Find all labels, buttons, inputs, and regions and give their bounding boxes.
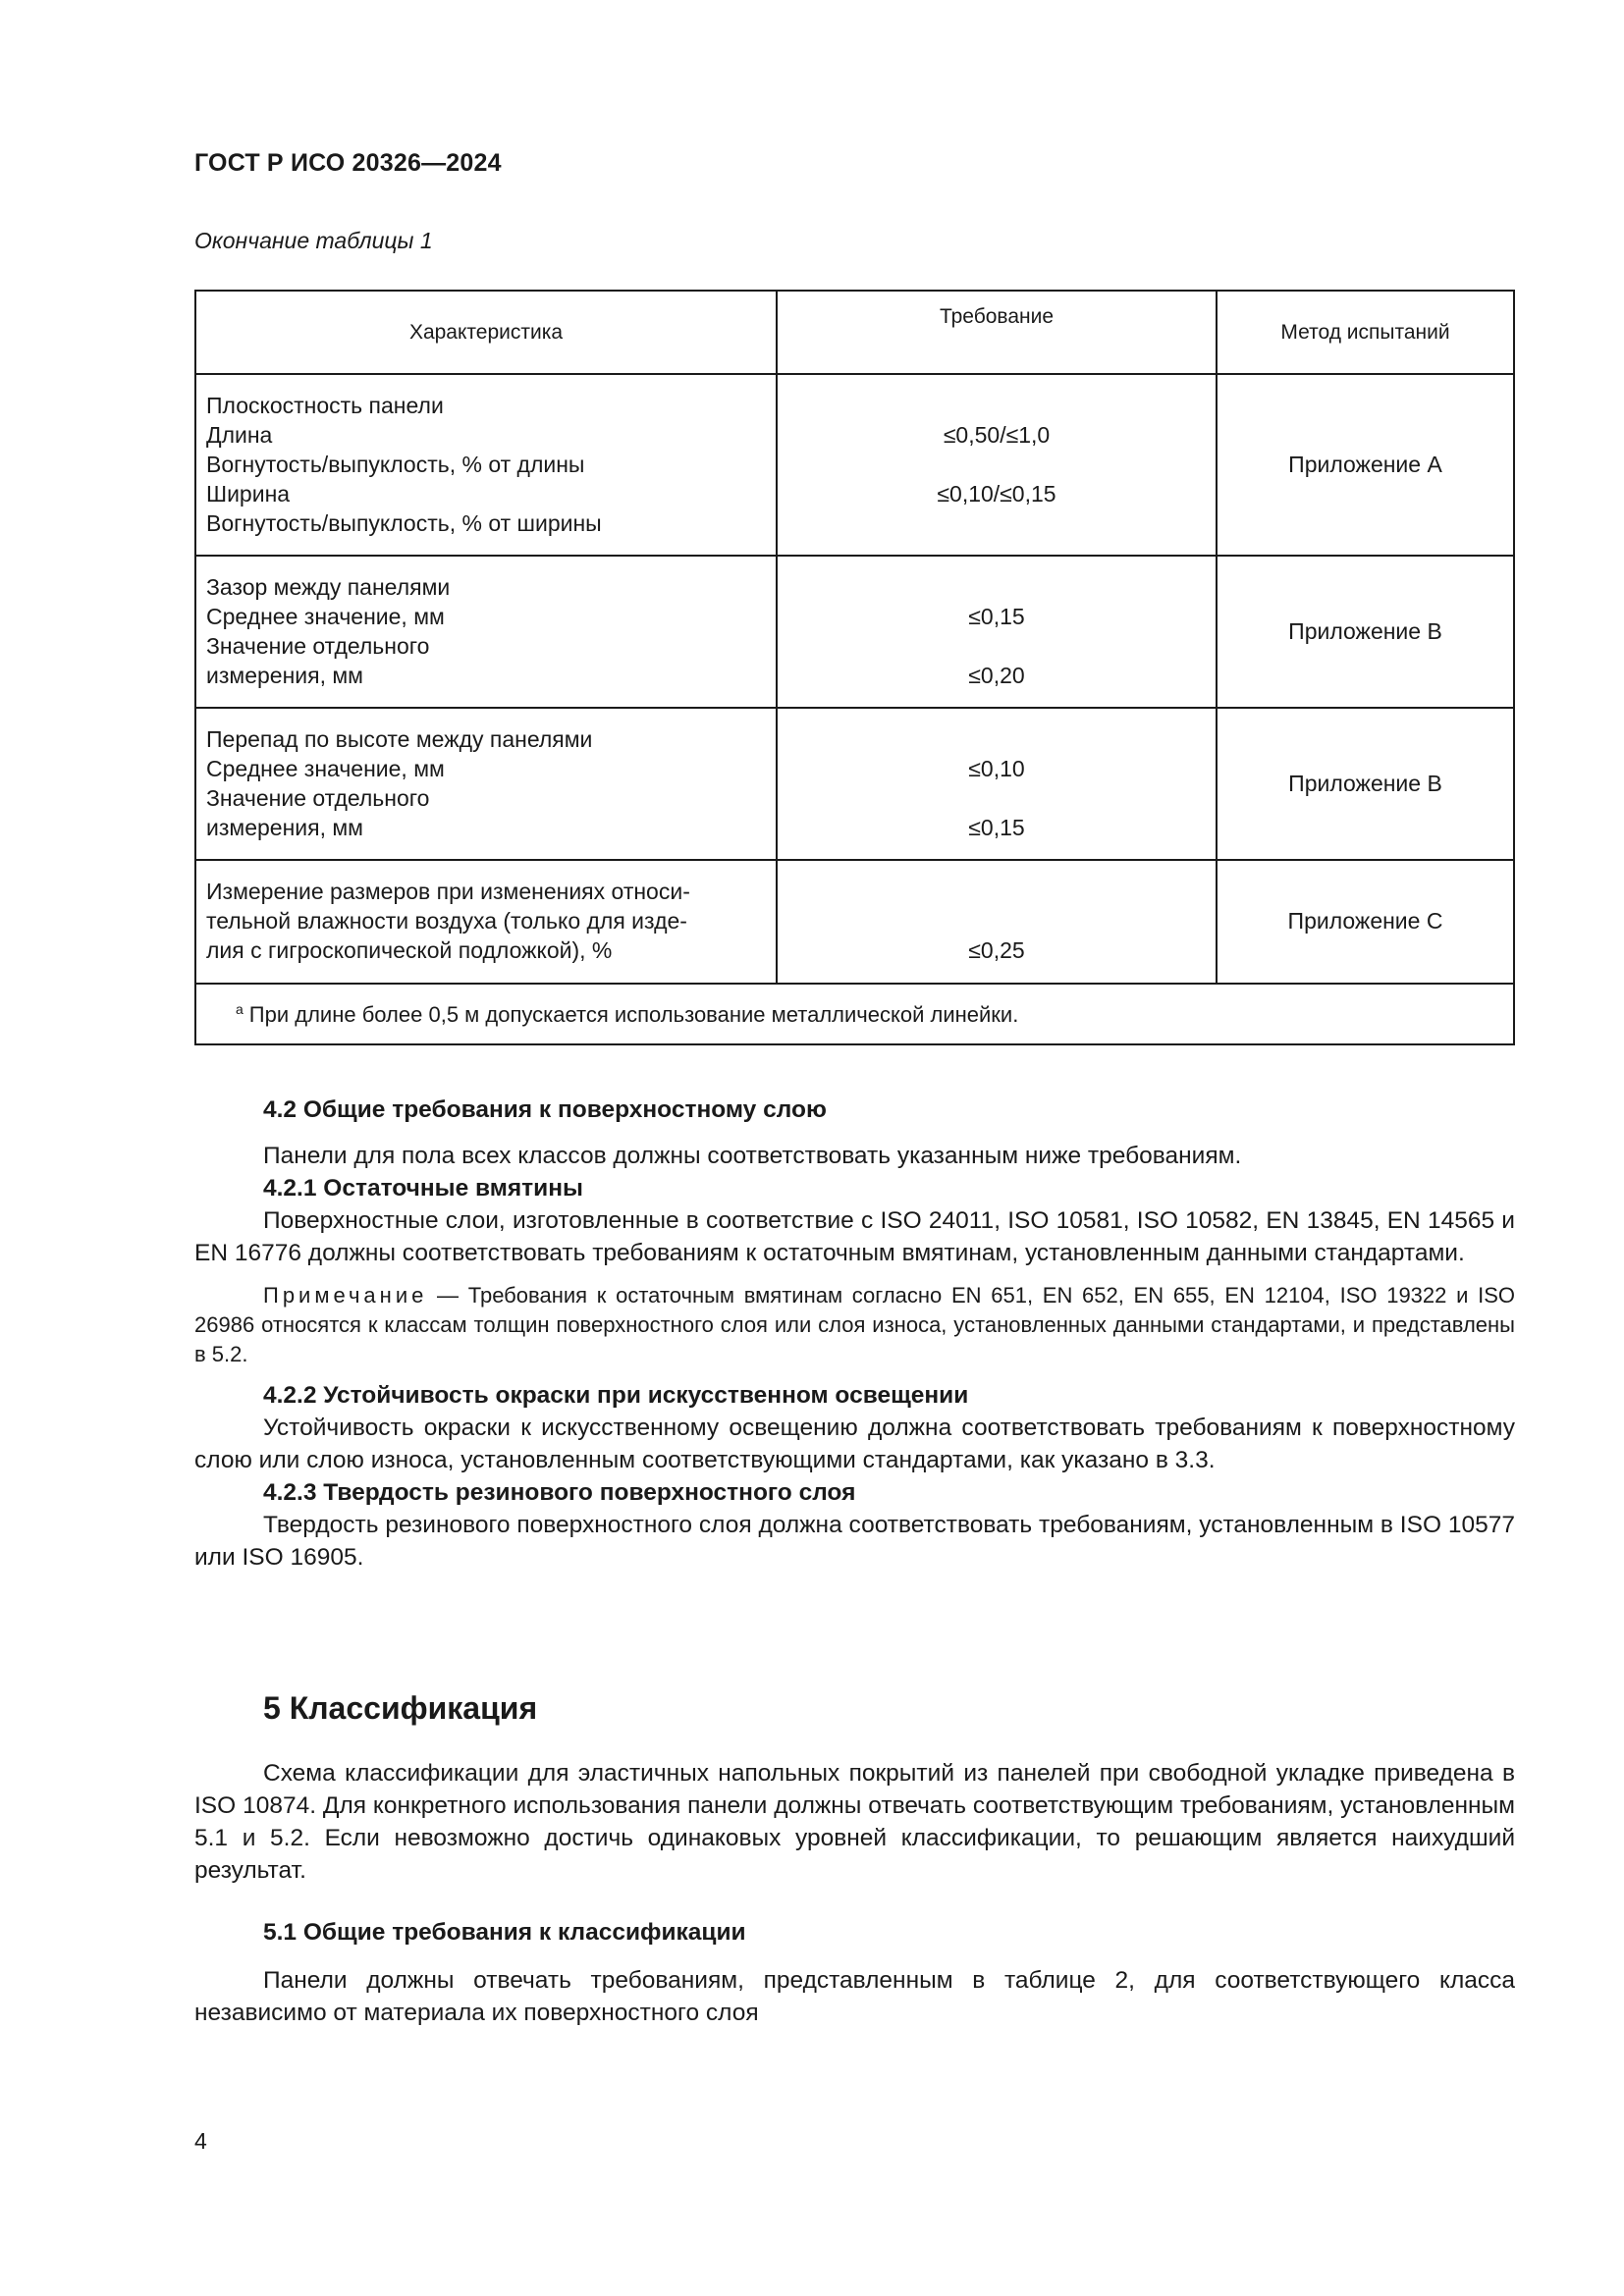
- paragraph: Устойчивость окраски к искусственному освещению должна соответствовать требованиям к поверхностному слою или слою износа, установленным соответствующими стандартами, как указано в 3.3.: [194, 1415, 1515, 1473]
- subsection-heading: 4.2.1 Остаточные вмятины: [263, 1175, 583, 1201]
- characteristic-cell: Перепад по высоте между панелями Среднее значение, мм Значение отдельного измерения, мм: [195, 708, 777, 860]
- paragraph: Поверхностные слои, изготовленные в соответствие с ISO 24011, ISO 10581, ISO 10582, EN 13845, EN 14565 и EN 16776 должны соответствовать требованиям к остаточным вмятинам, установленным данными стандартами.: [194, 1207, 1515, 1266]
- characteristic-cell: Зазор между панелями Среднее значение, мм Значение отдельного измерения, мм: [195, 556, 777, 708]
- table-footnote-row: [195, 984, 1514, 1044]
- table-row: [195, 708, 1514, 860]
- table-1: [194, 290, 1515, 1045]
- column-header-requirement: Требование: [777, 291, 1217, 374]
- paragraph: Панели для пола всех классов должны соответствовать указанным ниже требованиям.: [263, 1143, 1242, 1169]
- test-method-cell: Приложение А: [1217, 374, 1514, 556]
- paragraph: Схема классификации для эластичных напольных покрытий из панелей при свободной укладке приведена в ISO 10874. Для конкретного использования панели должны отвечать соответствующим требованиям, установленным 5.1 и 5.2. Если невозможно достичь одинаковых уровней классификации, то решающим является наихудший результат.: [194, 1760, 1515, 1884]
- section-4-2: [194, 1094, 1515, 1574]
- requirement-cell: ≤0,10 ≤0,15: [777, 708, 1217, 860]
- section-heading: 5.1 Общие требования к классификации: [263, 1919, 746, 1946]
- test-method-cell: Приложение В: [1217, 556, 1514, 708]
- table-footnote: $^a$ При длине более 0,5 м допускается использование металлической линейки.: [195, 984, 1514, 1044]
- table-row: [195, 860, 1514, 984]
- paragraph: Панели должны отвечать требованиям, представленным в таблице 2, для соответствующего класса независимо от материала их поверхностного слоя: [194, 1967, 1515, 2026]
- column-header-characteristic: Характеристика: [195, 291, 777, 374]
- test-method-cell: Приложение С: [1217, 860, 1514, 984]
- table-row: [195, 374, 1514, 556]
- requirement-cell: ≤0,50/≤1,0 ≤0,10/≤0,15: [777, 374, 1217, 556]
- subsection-heading: 4.2.2 Устойчивость окраски при искусственном освещении: [263, 1382, 969, 1409]
- page-number: 4: [194, 2128, 207, 2154]
- subsection-heading: 4.2.3 Твердость резинового поверхностного слоя: [263, 1479, 856, 1506]
- test-method-cell: Приложение В: [1217, 708, 1514, 860]
- section-5: [194, 1757, 1515, 2029]
- requirement-cell: ≤0,25: [777, 860, 1217, 984]
- note-paragraph: Примечание — Требования к остаточным вмятинам согласно EN 651, EN 652, EN 655, EN 12104, ISO 19322 и ISO 26986 относятся к классам толщин поверхностного слоя или слоя износа, установленных данными стандартами, и представлены в 5.2.: [194, 1283, 1515, 1366]
- section-heading: 5 Классификация: [263, 1690, 538, 1726]
- note-label: Примечание: [263, 1283, 428, 1308]
- paragraph: Твердость резинового поверхностного слоя должна соответствовать требованиям, установленным в ISO 10577 или ISO 16905.: [194, 1512, 1515, 1571]
- document-id-header: ГОСТ Р ИСО 20326—2024: [194, 149, 502, 177]
- table-header-row: [195, 291, 1514, 374]
- section-heading: 4.2 Общие требования к поверхностному слою: [263, 1096, 827, 1123]
- column-header-test-method: Метод испытаний: [1217, 291, 1514, 374]
- table-row: [195, 556, 1514, 708]
- requirement-cell: ≤0,15 ≤0,20: [777, 556, 1217, 708]
- table-caption: Окончание таблицы 1: [194, 228, 433, 253]
- footnote-mark: a: [236, 1001, 244, 1017]
- characteristic-cell: Измерение размеров при изменениях относи- тельной влажности воздуха (только для изде- лия с гигроскопической подложкой), %: [195, 860, 777, 984]
- characteristic-cell: Плоскостность панели Длина Вогнутость/выпуклость, % от длины Ширина Вогнутость/выпуклость, % от ширины: [195, 374, 777, 556]
